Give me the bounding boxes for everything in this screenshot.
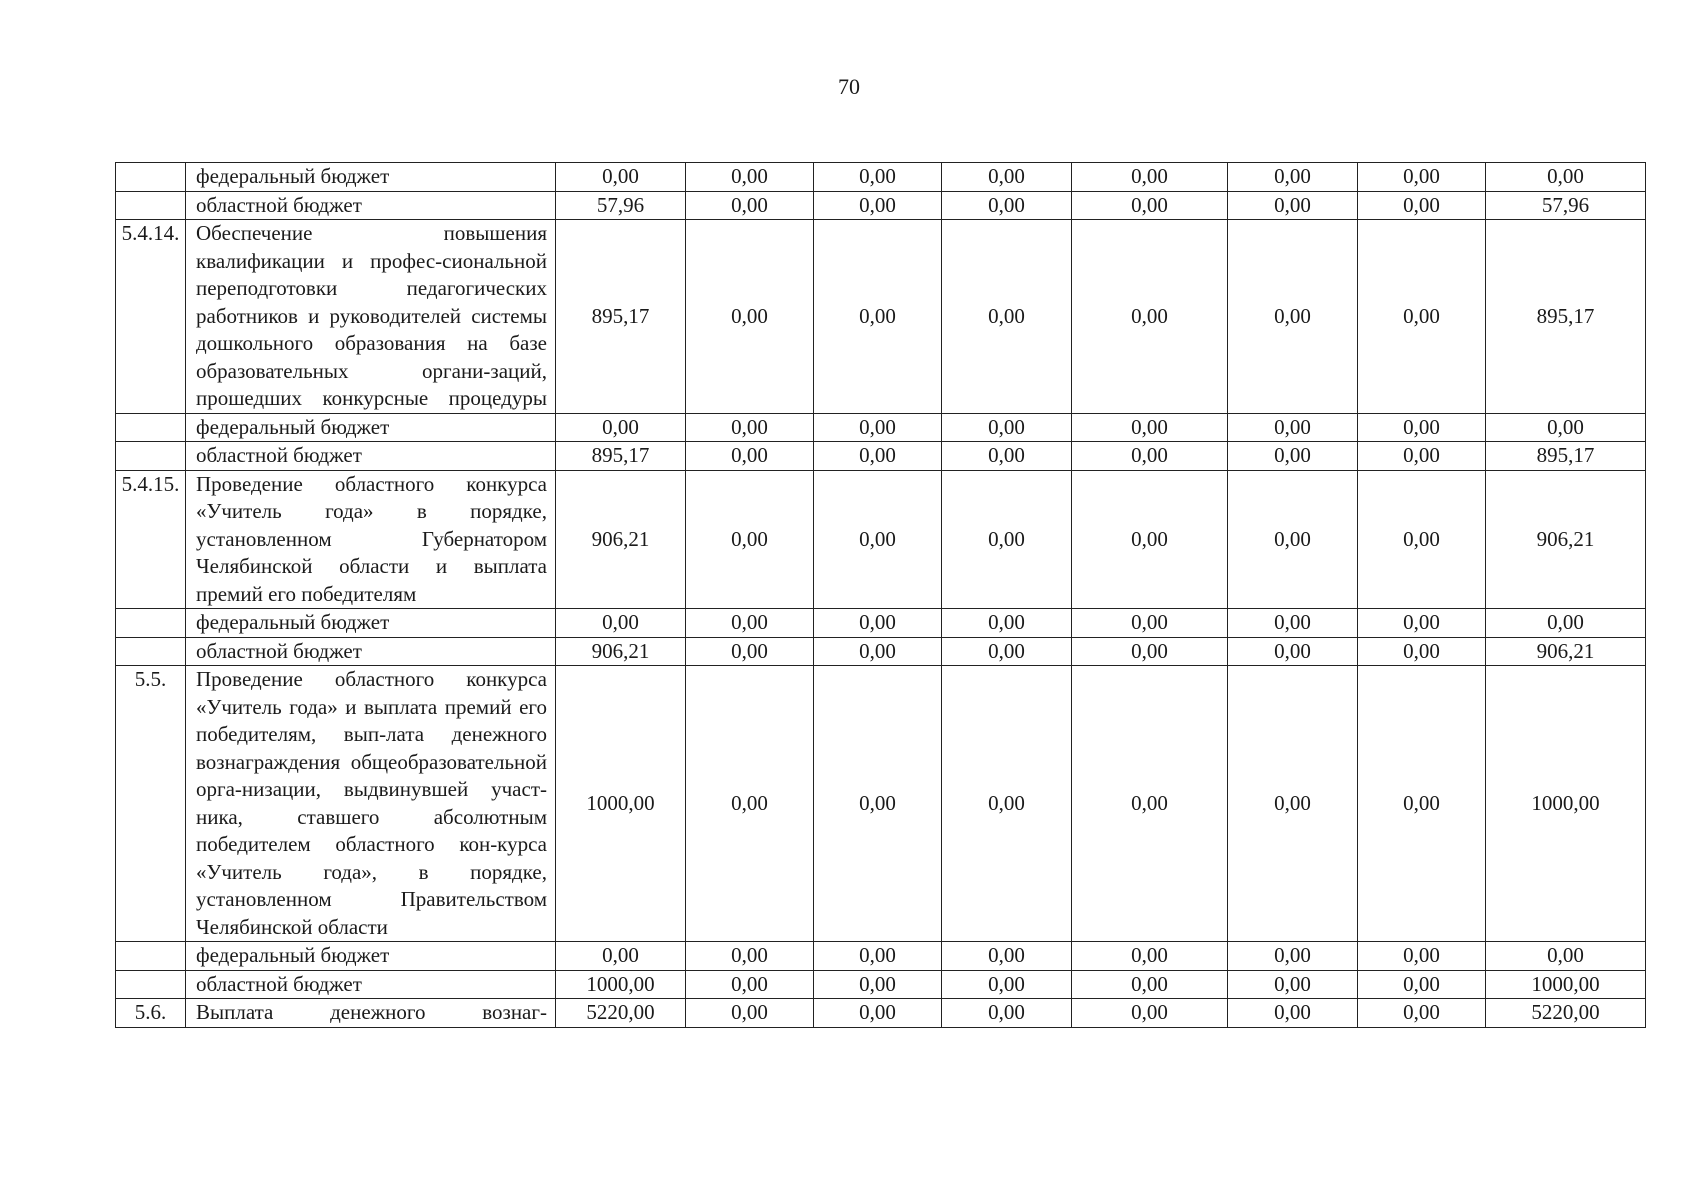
row-number-cell xyxy=(116,942,186,971)
value-cell: 906,21 xyxy=(556,637,686,666)
value-cell: 0,00 xyxy=(556,942,686,971)
value-cell: 0,00 xyxy=(1358,413,1486,442)
value-cell: 0,00 xyxy=(1228,442,1358,471)
value-cell: 906,21 xyxy=(1486,637,1646,666)
value-cell: 0,00 xyxy=(1228,999,1358,1028)
value-cell: 0,00 xyxy=(814,442,942,471)
row-number-cell xyxy=(116,970,186,999)
value-cell: 0,00 xyxy=(1072,637,1228,666)
value-cell: 0,00 xyxy=(1072,999,1228,1028)
value-cell: 895,17 xyxy=(556,442,686,471)
value-cell: 0,00 xyxy=(1358,970,1486,999)
value-cell: 0,00 xyxy=(1228,220,1358,414)
value-cell: 0,00 xyxy=(686,163,814,192)
row-number-cell xyxy=(116,637,186,666)
value-cell: 57,96 xyxy=(1486,191,1646,220)
row-name-cell: федеральный бюджет xyxy=(186,413,556,442)
table-row xyxy=(116,191,1646,220)
row-number-cell xyxy=(116,163,186,192)
table-row xyxy=(116,999,1646,1028)
value-cell: 0,00 xyxy=(1072,413,1228,442)
value-cell: 0,00 xyxy=(556,413,686,442)
row-name-cell: областной бюджет xyxy=(186,191,556,220)
value-cell: 0,00 xyxy=(814,942,942,971)
value-cell: 0,00 xyxy=(942,470,1072,609)
row-number-cell xyxy=(116,191,186,220)
row-name-cell: Проведение областного конкурса «Учитель года» в порядке, установленном Губернатором Челябинской области и выплата премий его победителям xyxy=(186,470,556,609)
value-cell: 0,00 xyxy=(686,970,814,999)
value-cell: 0,00 xyxy=(814,970,942,999)
value-cell: 0,00 xyxy=(1072,609,1228,638)
value-cell: 0,00 xyxy=(1228,609,1358,638)
table-row xyxy=(116,970,1646,999)
value-cell: 0,00 xyxy=(1072,942,1228,971)
value-cell: 0,00 xyxy=(1358,942,1486,971)
value-cell: 0,00 xyxy=(1072,191,1228,220)
value-cell: 0,00 xyxy=(1358,442,1486,471)
row-name-cell: Выплата денежного вознаг- xyxy=(186,999,556,1028)
row-name-cell: Обеспечение повышения квалификации и профес-сиональной переподготовки педагогических работников и руководителей системы дошкольного образования на базе образовательных органи-заций, прошедших конкурсные процедуры xyxy=(186,220,556,414)
table-row xyxy=(116,637,1646,666)
value-cell: 0,00 xyxy=(686,609,814,638)
value-cell: 0,00 xyxy=(686,942,814,971)
value-cell: 0,00 xyxy=(1358,666,1486,942)
value-cell: 0,00 xyxy=(686,442,814,471)
row-number-cell: 5.4.14. xyxy=(116,220,186,414)
value-cell: 0,00 xyxy=(814,999,942,1028)
value-cell: 1000,00 xyxy=(556,970,686,999)
value-cell: 0,00 xyxy=(1228,942,1358,971)
row-name-cell: федеральный бюджет xyxy=(186,609,556,638)
value-cell: 0,00 xyxy=(814,163,942,192)
value-cell: 0,00 xyxy=(814,666,942,942)
value-cell: 0,00 xyxy=(556,609,686,638)
value-cell: 895,17 xyxy=(556,220,686,414)
value-cell: 1000,00 xyxy=(1486,666,1646,942)
value-cell: 57,96 xyxy=(556,191,686,220)
table-row xyxy=(116,609,1646,638)
table-row xyxy=(116,942,1646,971)
value-cell: 0,00 xyxy=(686,470,814,609)
row-name-cell: областной бюджет xyxy=(186,637,556,666)
row-name-cell: федеральный бюджет xyxy=(186,163,556,192)
value-cell: 0,00 xyxy=(814,470,942,609)
value-cell: 0,00 xyxy=(942,637,1072,666)
row-number-cell: 5.5. xyxy=(116,666,186,942)
row-number-cell xyxy=(116,609,186,638)
value-cell: 0,00 xyxy=(1358,609,1486,638)
value-cell: 0,00 xyxy=(814,637,942,666)
value-cell: 0,00 xyxy=(942,191,1072,220)
row-name-cell: Проведение областного конкурса «Учитель года» и выплата премий его победителям, вып-лата денежного вознаграждения общеобразовательной орга-низации, выдвинувшей участ-ника, ставшего абсолютным победителем областного кон-курса «Учитель года», в порядке, установленном Правительством Челябинской области xyxy=(186,666,556,942)
value-cell: 0,00 xyxy=(1228,413,1358,442)
value-cell: 0,00 xyxy=(686,413,814,442)
value-cell: 0,00 xyxy=(1228,470,1358,609)
value-cell: 0,00 xyxy=(686,191,814,220)
value-cell: 0,00 xyxy=(942,999,1072,1028)
value-cell: 0,00 xyxy=(942,666,1072,942)
table-row xyxy=(116,666,1646,942)
value-cell: 0,00 xyxy=(1486,163,1646,192)
row-name-cell: областной бюджет xyxy=(186,970,556,999)
value-cell: 0,00 xyxy=(1486,413,1646,442)
table-row xyxy=(116,442,1646,471)
value-cell: 1000,00 xyxy=(556,666,686,942)
value-cell: 0,00 xyxy=(1072,442,1228,471)
value-cell: 0,00 xyxy=(1358,163,1486,192)
table-row xyxy=(116,413,1646,442)
row-number-cell: 5.6. xyxy=(116,999,186,1028)
row-name-cell: областной бюджет xyxy=(186,442,556,471)
value-cell: 0,00 xyxy=(942,163,1072,192)
budget-table xyxy=(115,162,1646,1028)
value-cell: 0,00 xyxy=(1072,163,1228,192)
value-cell: 0,00 xyxy=(1358,220,1486,414)
value-cell: 0,00 xyxy=(1358,637,1486,666)
value-cell: 0,00 xyxy=(1358,191,1486,220)
value-cell: 0,00 xyxy=(686,637,814,666)
value-cell: 0,00 xyxy=(942,970,1072,999)
page-number: 70 xyxy=(838,74,860,99)
value-cell: 0,00 xyxy=(686,999,814,1028)
value-cell: 0,00 xyxy=(686,220,814,414)
value-cell: 0,00 xyxy=(556,163,686,192)
value-cell: 0,00 xyxy=(942,942,1072,971)
value-cell: 0,00 xyxy=(1072,970,1228,999)
value-cell: 895,17 xyxy=(1486,442,1646,471)
table-body xyxy=(116,163,1646,1028)
value-cell: 0,00 xyxy=(814,191,942,220)
row-number-cell: 5.4.15. xyxy=(116,470,186,609)
value-cell: 906,21 xyxy=(556,470,686,609)
value-cell: 1000,00 xyxy=(1486,970,1646,999)
value-cell: 0,00 xyxy=(1228,191,1358,220)
row-name-cell: федеральный бюджет xyxy=(186,942,556,971)
value-cell: 906,21 xyxy=(1486,470,1646,609)
row-number-cell xyxy=(116,413,186,442)
table-row xyxy=(116,470,1646,609)
value-cell: 0,00 xyxy=(1358,999,1486,1028)
table-row xyxy=(116,220,1646,414)
value-cell: 0,00 xyxy=(1228,970,1358,999)
value-cell: 0,00 xyxy=(814,220,942,414)
value-cell: 0,00 xyxy=(1228,666,1358,942)
value-cell: 5220,00 xyxy=(556,999,686,1028)
value-cell: 0,00 xyxy=(814,609,942,638)
value-cell: 0,00 xyxy=(942,442,1072,471)
value-cell: 0,00 xyxy=(814,413,942,442)
value-cell: 0,00 xyxy=(942,413,1072,442)
value-cell: 895,17 xyxy=(1486,220,1646,414)
value-cell: 0,00 xyxy=(1228,637,1358,666)
value-cell: 0,00 xyxy=(1358,470,1486,609)
value-cell: 0,00 xyxy=(686,666,814,942)
value-cell: 0,00 xyxy=(1486,609,1646,638)
row-number-cell xyxy=(116,442,186,471)
value-cell: 0,00 xyxy=(1486,942,1646,971)
value-cell: 5220,00 xyxy=(1486,999,1646,1028)
value-cell: 0,00 xyxy=(942,609,1072,638)
table-row xyxy=(116,163,1646,192)
value-cell: 0,00 xyxy=(1072,666,1228,942)
value-cell: 0,00 xyxy=(1228,163,1358,192)
value-cell: 0,00 xyxy=(1072,220,1228,414)
value-cell: 0,00 xyxy=(942,220,1072,414)
value-cell: 0,00 xyxy=(1072,470,1228,609)
